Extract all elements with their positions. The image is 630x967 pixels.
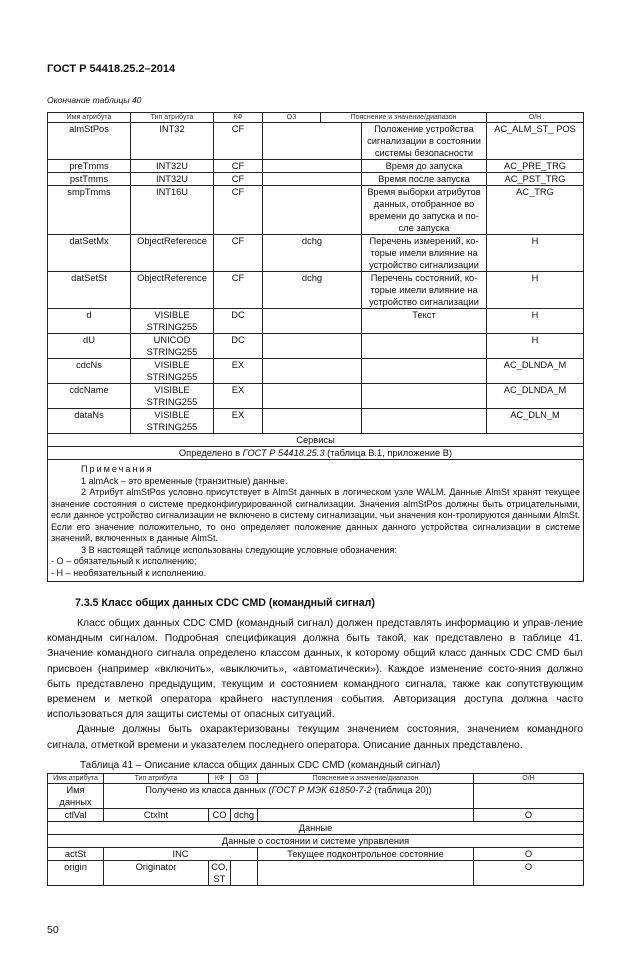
cell-trg: dchg: [263, 272, 362, 309]
cell-type: INT32: [131, 123, 214, 160]
cell-desc: Время после запуска: [362, 173, 487, 186]
cell-type: INT32U: [131, 160, 214, 173]
table-caption: Таблица 41 – Описание класса общих данных CDC CMD (командный сигнал): [80, 759, 441, 771]
cell-trg: dchg: [231, 808, 258, 821]
column-header: Пояснение и значение/диапазон: [321, 113, 487, 123]
table-continuation-label: Окончание таблицы 40: [47, 95, 142, 105]
column-header: КФ: [214, 113, 263, 123]
cell-desc: [362, 334, 487, 359]
standard-reference: ГОСТ Р 54418.25.3: [242, 448, 325, 458]
document-header: ГОСТ Р 54418.25.2–2014: [47, 63, 176, 75]
note: 1 almAck – это временные (транзитные) данные.: [81, 475, 288, 486]
cell-fc: DC: [214, 334, 263, 359]
table-row: [48, 123, 584, 160]
column-header: Тип атрибута: [131, 113, 214, 123]
cell-name: dU: [48, 334, 131, 359]
cell-desc: Положение устройства сигнализации в состоянии системы безопасности: [362, 123, 487, 160]
cell-trg: dchg: [263, 235, 362, 272]
cell-mo: Н: [487, 235, 584, 272]
cell-mo: О: [474, 847, 584, 860]
cell-fc: CF: [214, 123, 263, 160]
cell-desc: [362, 384, 487, 409]
cell-type: VISIBLE STRING255: [131, 384, 214, 409]
table-section-row: [48, 834, 584, 847]
cell-name: d: [48, 309, 131, 334]
table-row: [48, 309, 584, 334]
cell-trg: [263, 409, 362, 434]
cell-name: ctlVal: [48, 808, 104, 821]
cell-fc: EX: [214, 409, 263, 434]
table-row: [48, 359, 584, 384]
cell-mo: AC_DLN_M: [487, 409, 584, 434]
cell-trg: [263, 160, 362, 173]
cell-name: datSetSt: [48, 272, 131, 309]
table-row: [48, 783, 584, 808]
column-header: КФ: [209, 773, 231, 783]
table-header-row: [48, 113, 584, 123]
table-row: [48, 235, 584, 272]
cell-type: VISIBLE STRING255: [131, 359, 214, 384]
column-header: Имя атрибута: [48, 113, 131, 123]
cell-trg: [263, 359, 362, 384]
table-row: [48, 860, 584, 885]
cell-mo: Н: [487, 309, 584, 334]
notes-title: Примечания: [81, 464, 154, 474]
cell-mo: О: [474, 808, 584, 821]
table-row: [48, 160, 584, 173]
cell-trg: [263, 309, 362, 334]
cell-type: ObjectReference: [131, 272, 214, 309]
cell-fc: CF: [214, 235, 263, 272]
cell-trg: [263, 186, 362, 235]
cell-type: Originator: [104, 860, 209, 885]
cell-trg: [231, 860, 258, 885]
notes-row: [48, 460, 584, 582]
standard-reference: ГОСТ Р МЭК 61850-7-2: [271, 784, 372, 795]
table-section-row: [48, 821, 584, 834]
cell-fc: CF: [214, 173, 263, 186]
column-header: Имя атрибута: [48, 773, 104, 783]
cell-trg: [263, 384, 362, 409]
cell-name: datSetMx: [48, 235, 131, 272]
cell-type: INC: [104, 847, 258, 860]
cell-mo: AC_DLNDA_M: [487, 359, 584, 384]
table-row: [48, 384, 584, 409]
cell-desc: Перечень измерений, ко-торые имели влияние на устройство сигнализации: [362, 235, 487, 272]
cell-desc: [362, 409, 487, 434]
cell-mo: AC_PST_TRG: [487, 173, 584, 186]
cell-mo: AC_ALM_ST_ POS: [487, 123, 584, 160]
notes: [48, 460, 584, 582]
cell-type: ObjectReference: [131, 235, 214, 272]
column-header: ОЗ: [263, 113, 321, 123]
cell-mo: AC_DLNDA_M: [487, 384, 584, 409]
cell-type: VISIBLE STRING255: [131, 409, 214, 434]
column-header: Тип атрибута: [104, 773, 209, 783]
table-header-row: [48, 773, 584, 783]
cell-mo: AC_PRE_TRG: [487, 160, 584, 173]
cell-fc: EX: [214, 359, 263, 384]
text: (таблица В.1, приложение В): [324, 448, 453, 458]
table-40: [47, 112, 584, 582]
cell-trg: [263, 173, 362, 186]
cell-name: actSt: [48, 847, 104, 860]
table-row: [48, 447, 584, 460]
cell-desc: [258, 860, 474, 885]
cell-name: cdcNs: [48, 359, 131, 384]
table-row: [48, 173, 584, 186]
note: - О – обязательный к исполнению;: [51, 556, 197, 566]
cell-name: preTmms: [48, 160, 131, 173]
cell-name: Имя данных: [48, 783, 104, 808]
cell-mo: Н: [487, 334, 584, 359]
column-header: О/Н: [474, 773, 584, 783]
text: Получено из класса данных (: [145, 784, 272, 795]
column-header: ОЗ: [231, 773, 258, 783]
table-row: [48, 272, 584, 309]
cell-name: almStPos: [48, 123, 131, 160]
cell-desc: [258, 808, 474, 821]
table-row: [48, 409, 584, 434]
table-row: [48, 847, 584, 860]
cell-fc: EX: [214, 384, 263, 409]
table-row: [48, 808, 584, 821]
page-number: 50: [47, 923, 59, 936]
section-body: [47, 616, 583, 753]
cell-desc: Время до запуска: [362, 160, 487, 173]
section-label: Данные: [48, 821, 584, 834]
cell-name: pstTmms: [48, 173, 131, 186]
column-header: Пояснение и значение/диапазон: [258, 773, 474, 783]
cell-fc: CF: [214, 186, 263, 235]
services-definition: [48, 447, 584, 460]
cell-type: INT32U: [131, 173, 214, 186]
table-row: [48, 186, 584, 235]
text: Определено в: [178, 448, 243, 458]
paragraph: Данные должны быть охарактеризованы текущим значением состояния, значением командного сигнала, отметкой времени и указателем последнего оператора. Описание данных представлено.: [47, 724, 583, 751]
paragraph: Класс общих данных CDC CMD (командный сигнал) должен представлять информацию и управ-ление командным сигналом. Подробная спецификация должна быть такой, как представлено в таблице 41. Значение командного сигнала определено классом данных, к которому общий класс данных CDC CMD был присвоен (например «включить», «выключить», «автоматически»). Каждое изменение состо-яния должно быть представлено предыдущим, текущим и состоянием командного сигнала, также как сопутствующим временем и меткой оператора крайнего наступления события. Авторизация доступа должна часто использоваться для защиты системы от опасных ситуаций.: [47, 618, 583, 721]
cell-mo: О: [474, 860, 584, 885]
section-title: 7.3.5 Класс общих данных CDC CMD (командный сигнал): [75, 597, 375, 609]
cell-desc: Текущее подконтрольное состояние: [258, 847, 474, 860]
cell-fc: CF: [214, 160, 263, 173]
cell-name: cdcName: [48, 384, 131, 409]
cell-fc: CF: [214, 272, 263, 309]
cell-trg: [263, 123, 362, 160]
cell-name: origin: [48, 860, 104, 885]
cell-name: smpTmms: [48, 186, 131, 235]
services-label: Сервисы: [48, 434, 584, 447]
cell-fc: CO, ST: [209, 860, 231, 885]
cell-type: UNICOD STRING255: [131, 334, 214, 359]
cell-type: VISIBLE STRING255: [131, 309, 214, 334]
cell-mo: AC_TRG: [487, 186, 584, 235]
note: 3 В настоящей таблице использованы следующие условные обозначения:: [81, 544, 397, 555]
cell-desc: [104, 783, 474, 808]
cell-mo: Н: [487, 272, 584, 309]
cell-fc: DC: [214, 309, 263, 334]
section-label: Данные о состоянии и системе управления: [48, 834, 584, 847]
note: - Н – необязательный к исполнению.: [51, 567, 207, 578]
table-41: [47, 773, 584, 886]
cell-mo: [474, 783, 584, 808]
column-header: О/Н: [487, 113, 584, 123]
note: 2 Атрибут almStPos условно присутствует в AlmSt данных в логическом узле WALM. Данные AlmSt хранят текущее значение состояния о системе предконфигурированной сигнализации. Значения almStPos должны быть отрицательными, если данное устройство сигнализации не включено в систему сигнализации, чьи значения кон-тролируются данными AlmSt. Если его значение положительно, то оно определяет положение данных данного устройства сигнализации в системе значений, включенных в данные AlmSt.: [51, 487, 581, 543]
text: (таблица 20)): [371, 784, 432, 795]
cell-desc: Перечень состояний, ко-торые имели влияние на устройство сигнализации: [362, 272, 487, 309]
cell-desc: Текст: [362, 309, 487, 334]
cell-name: dataNs: [48, 409, 131, 434]
table-section-row: [48, 434, 584, 447]
cell-desc: [362, 359, 487, 384]
cell-type: INT16U: [131, 186, 214, 235]
cell-desc: Время выборки атрибутов данных, отобранное во времени до запуска и по-сле запуска: [362, 186, 487, 235]
cell-trg: [263, 334, 362, 359]
table-row: [48, 334, 584, 359]
cell-type: CtxInt: [104, 808, 209, 821]
cell-fc: CO: [209, 808, 231, 821]
